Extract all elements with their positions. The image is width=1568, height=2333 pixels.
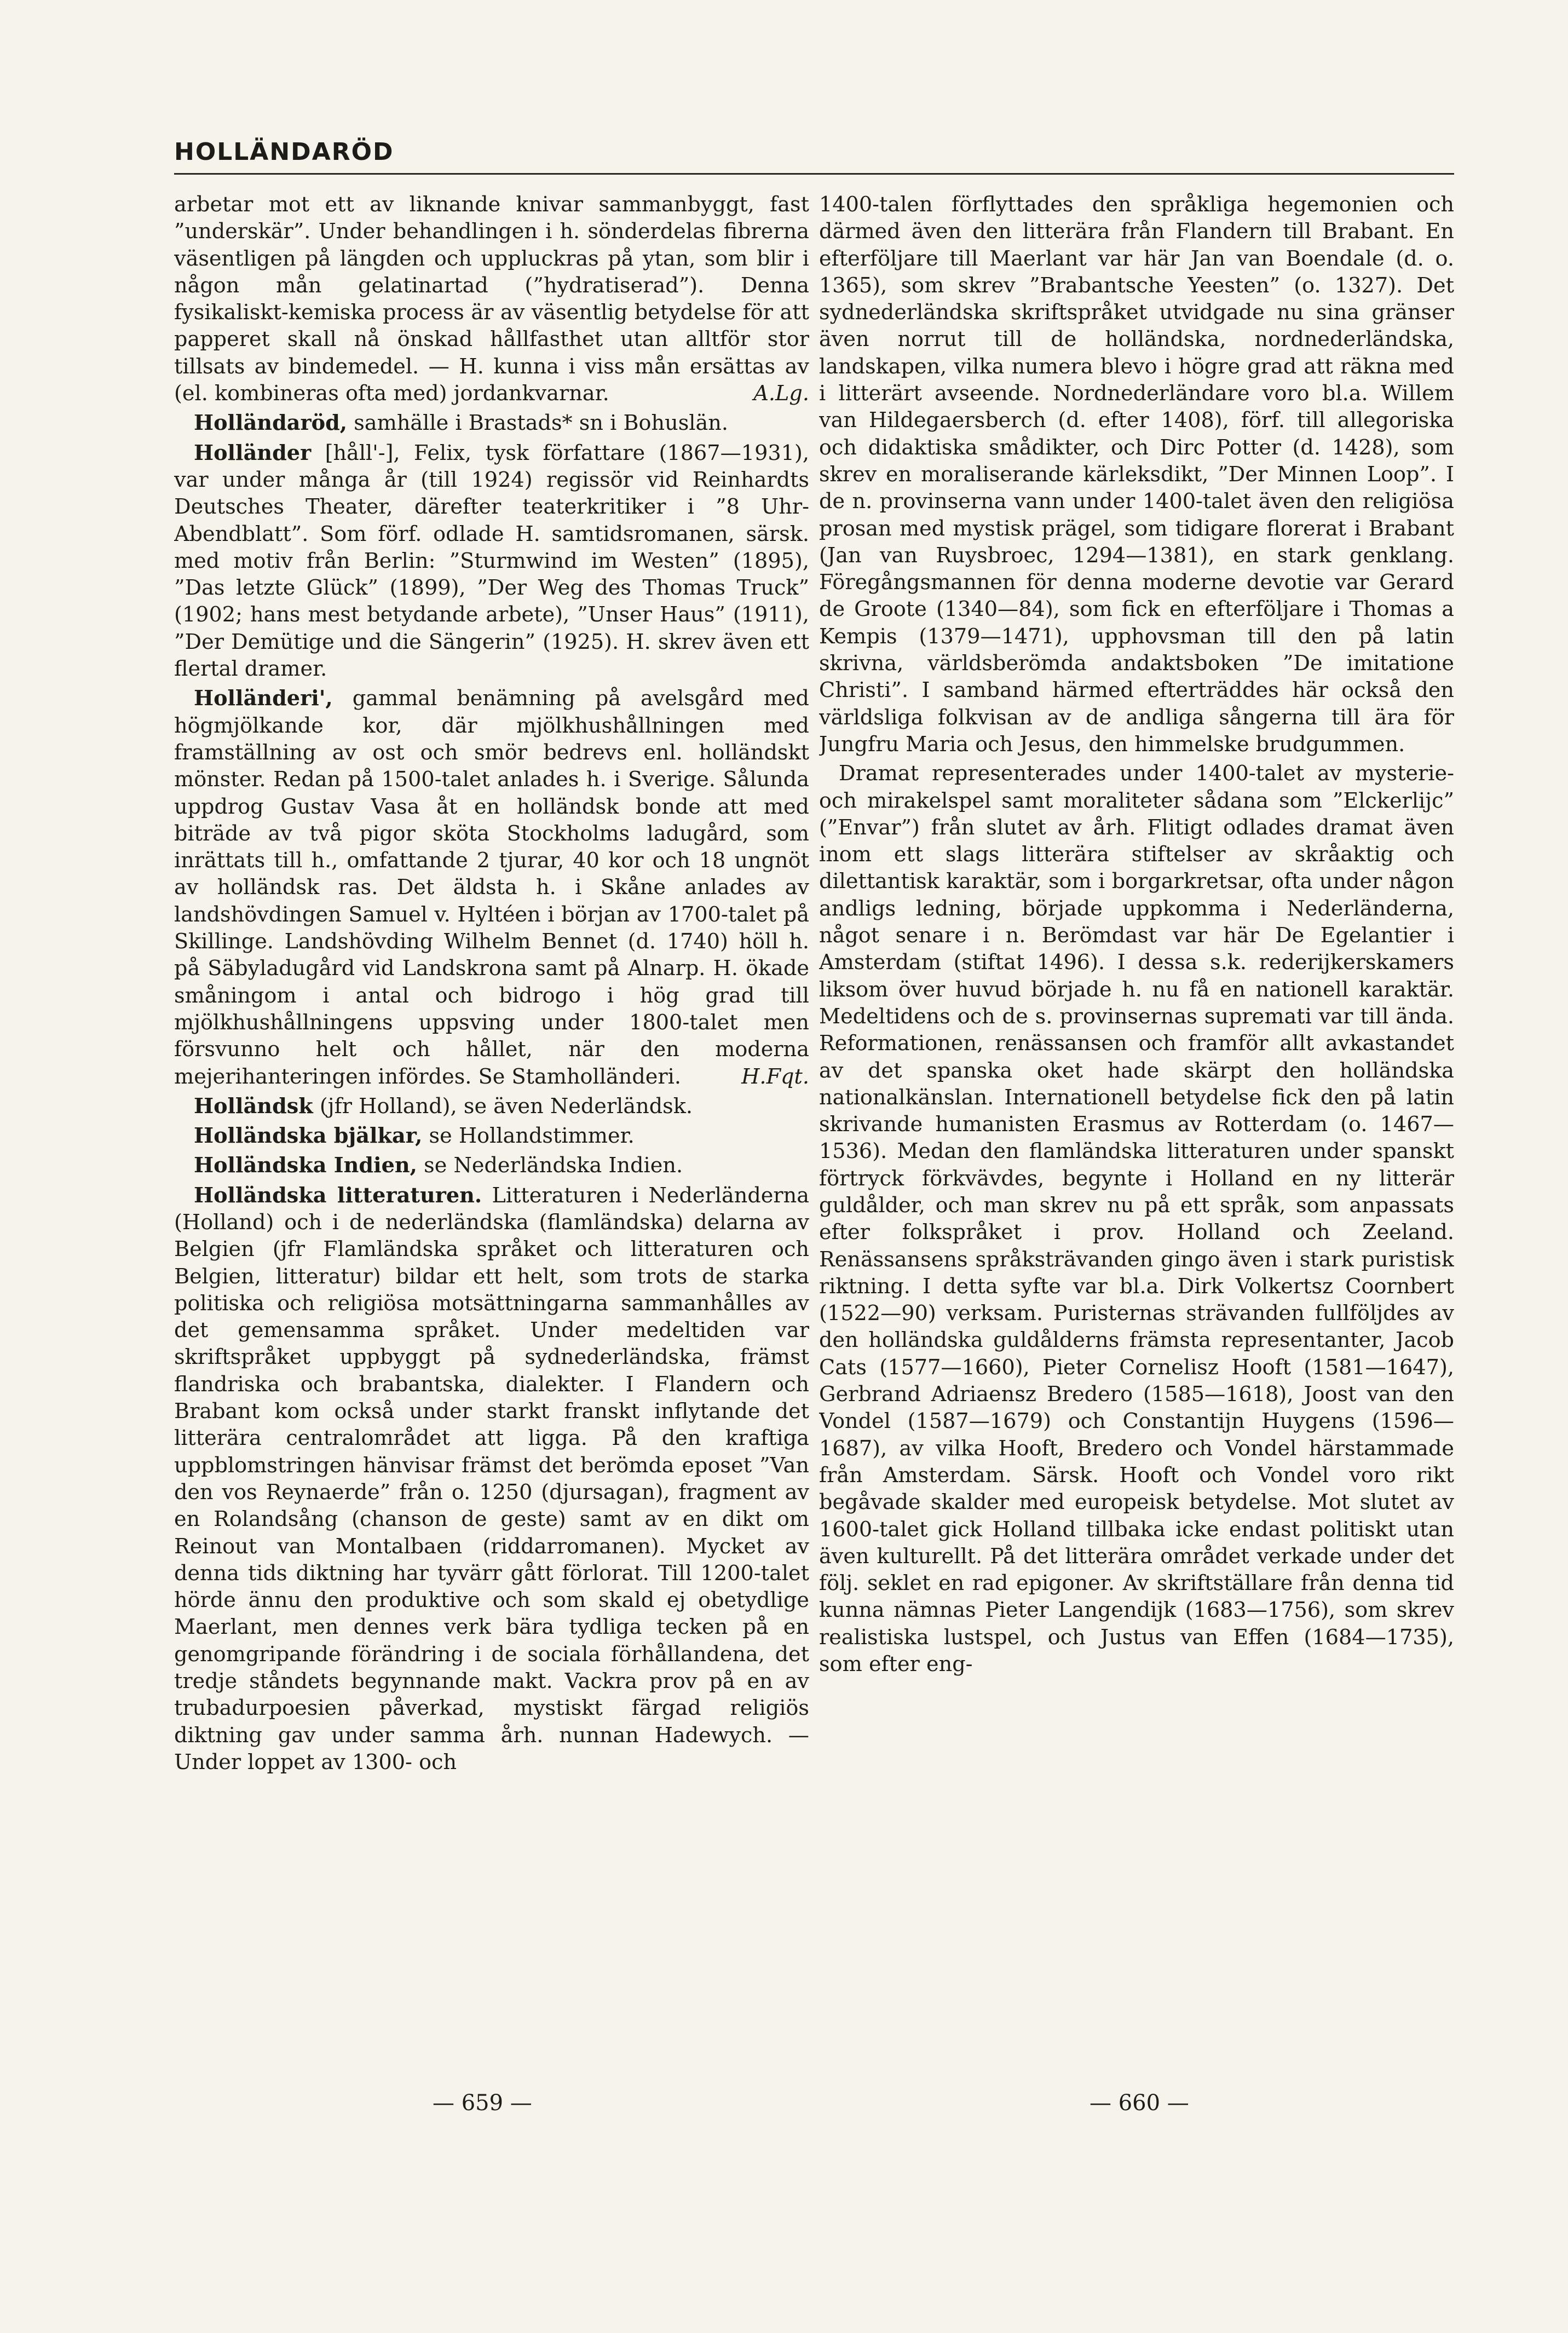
author-signature: A.Lg. bbox=[753, 382, 809, 406]
right-column-paragraph bbox=[819, 761, 1454, 1678]
entry-text: 1400-talen förflyttades den språkliga hegemonien och därmed även den litterära från Flandern till Brabant. En efterföljare till Maerlant var här Jan van Boendale (d. o. 1365), som skrev ”Brabantsche Yeesten” (o. 1327). Det sydnederländska skriftspråket utvidgade nu sina gränser även norrut till de holländska, nordnederländska, landskapen, vilka numera blevo i högre grad att räkna med i litterärt avseende. Nordnederländare voro bl.a. Willem van Hildegaersberch (d. efter 1408), förf. till allegoriska och didaktiska smådikter, och Dirc Potter (d. 1428), som skrev en moraliserande kärleksdikt, ”Der Minnen Loop”. I de n. provinserna vann under 1400-talet även den religiösa prosan med mystisk prägel, som tidigare florerat i Brabant (Jan van Ruysbroec, 1294—1381), en stark genklang. Föregångsmannen för denna moderne devotie var Gerard de Groote (1340—84), som fick en efterföljare i Thomas a Kempis (1379—1471), upphovsman till den på latin skrivna, världsberömda andaktsboken ”De imitatione Christi”. I samband härmed efterträddes här också den världsliga folkvisan av de andliga sångerna till ära för Jungfru Maria och Jesus, den himmelske brudgummen. bbox=[819, 193, 1454, 757]
entry-text: arbetar mot ett av liknande knivar sammanbyggt, fast ”underskär”. Under behandlingen i h. sönderdelas fibrerna väsentligen på längden och uppluckras på ytan, som blir i någon mån gelatinartad (”hydratiserad”). Denna fysikaliskt-kemiska process är av väsentlig betydelse för att papperet skall nå önskad hållfasthet utan alltför stor tillsats av bindemedel. — H. kunna i viss mån ersättas av (el. kombineras ofta med) jordankvarnar. bbox=[174, 193, 809, 406]
left-column-paragraph bbox=[174, 440, 809, 683]
left-column bbox=[174, 192, 809, 2037]
entry-text: (jfr Holland), se även Nederländsk. bbox=[313, 1094, 693, 1119]
entry-headword: Holländska Indien, bbox=[194, 1153, 417, 1178]
left-column-paragraph bbox=[174, 1152, 809, 1179]
entry-headword: Holländer bbox=[194, 440, 312, 465]
left-column-paragraph bbox=[174, 410, 809, 437]
running-head: HOLLÄNDARÖD bbox=[174, 138, 394, 166]
entry-text: Litteraturen i Nederländerna (Holland) och i de nederländska (flamländska) delarna av Belgien (jfr Flamländska språket och litteraturen och Belgien, litteratur) bildar ett helt, som trots de starka politiska och religiösa motsättningarna sammanhålles av det gemensamma språket. Under medeltiden var skriftspråket uppbyggt på sydnederländska, främst flandriska och brabantska, dialekter. I Flandern och Brabant kom också under starkt franskt inflytande det litterära centralområdet att ligga. På den kraftiga uppblomstringen hänvisar främst det berömda eposet ”Van den vos Reynaerde” från o. 1250 (djursagan), fragment av en Rolandsång (chanson de geste) samt av en dikt om Reinout van Montalbaen (riddarromanen). Mycket av denna tids diktning har tyvärr gått förlorat. Till 1200-talet hörde ännu den produktive och som skald ej obetydlige Maerlant, men dennes verk bära tydliga tecken på en genomgripande förändring i de sociala förhållandena, det tredje ståndets begynnande makt. Vackra prov på en av trubadurpoesien påverkad, mystiskt färgad religiös diktning gav under samma årh. nunnan Hadewych. — Under loppet av 1300- och bbox=[174, 1183, 809, 1775]
entry-text: Dramat representerades under 1400-talet av mysterie- och mirakelspel samt moraliteter sådana som ”Elckerlijc” (”Envar”) från slutet av årh. Flitigt odlades dramat även inom ett slags litterära stiftelser av skråaktig och dilettantisk karaktär, som i borgarkretsar, ofta under någon andligs ledning, började uppkomma i Nederländerna, något senare i n. Berömdast var här De Egelantier i Amsterdam (stiftat 1496). I dessa s.k. rederijkerskamers liksom över huvud började h. nu få en nationell karaktär. Medeltidens och de s. provinsernas suprematі var till ända. Reformationen, renässansen och framför allt avkastandet av det spanska oket hade skärpt den holländska nationalkänslan. Internationell betydelse fick den på latin skrivande humanisten Erasmus av Rotterdam (o. 1467—1536). Medan den flamländska litteraturen under spanskt förtryck förkvävdes, begynte i Holland en ny litterär guldålder, och man skrev nu på ett språk, som anpassats efter folkspråket i prov. Holland och Zeeland. Renässansens språksträvanden gingo även i stark puristisk riktning. I detta syfte var bl.a. Dirk Volkertsz Coornbert (1522—90) verksam. Puristernas strävanden fullföljdes av den holländska guldålderns främsta representanter, Jacob Cats (1577—1660), Pieter Cornelisz Hooft (1581—1647), Gerbrand Adriaensz Bredero (1585—1618), Joost van den Vondel (1587—1679) och Constantijn Huygens (1596—1687), av vilka Hooft, Bredero och Vondel härstammade från Amsterdam. Särsk. Hooft och Vondel voro rikt begåvade skalder med europeisk betydelse. Mot slutet av 1600-talet gick Holland tillbaka icke endast politiskt utan även kulturellt. På det litterära området verkade under det följ. seklet en rad epigoner. Av skriftställare från denna tid kunna nämnas Pieter Langendijk (1683—1756), som skrev realistiska lustspel, och Justus van Effen (1684—1735), som efter eng- bbox=[819, 762, 1454, 1677]
entry-text: gammal benämning på avelsgård med högmjölkande kor, där mjölkhushållningen med framställning av ost och smör bedrevs enl. holländskt mönster. Redan på 1500-talet anlades h. i Sverige. Sålunda uppdrog Gustav Vasa åt en holländsk bonde att med biträde av två pigor sköta Stockholms ladugård, som inrättats till h., omfattande 2 tjurar, 40 kor och 18 ungnöt av holländsk ras. Det äldsta h. i Skåne anlades av landshövdingen Samuel v. Hyltéen i början av 1700-talet på Skillinge. Landshövding Wilhelm Bennet (d. 1740) höll h. på Säbyladugård vid Landskrona samt på Alnarp. H. ökade småningom i antal och bidrogo i hög grad till mjölkhushållningens uppsving under 1800-talet men försvunno helt och hållet, när den moderna mejerihanteringen infördes. Se Stamholländeri. bbox=[174, 687, 809, 1089]
author-signature: H.Fqt. bbox=[741, 1064, 809, 1089]
right-column-paragraph bbox=[819, 192, 1454, 758]
left-column-paragraph bbox=[174, 1122, 809, 1150]
entry-text: samhälle i Brastads* sn i Bohuslän. bbox=[347, 411, 729, 436]
entry-headword: Holländaröd, bbox=[194, 411, 348, 436]
entry-text: se Hollandstimmer. bbox=[422, 1124, 635, 1149]
entry-headword: Holländeri', bbox=[194, 686, 333, 711]
entry-headword: Holländska litteraturen. bbox=[194, 1183, 482, 1208]
entry-text: se Nederländska Indien. bbox=[417, 1154, 683, 1178]
left-column-paragraph bbox=[174, 1093, 809, 1120]
left-column-paragraph bbox=[174, 192, 809, 407]
right-column bbox=[819, 192, 1454, 2037]
entry-headword: Holländska bjälkar, bbox=[194, 1124, 423, 1149]
page-number-left: — 659 — bbox=[433, 2090, 532, 2116]
entry-headword: Holländsk bbox=[194, 1093, 313, 1119]
entry-text: [håll'-], Felix, tysk författare (1867—1931), var under många år (till 1924) regissör vid Reinhardts Deutsches Theater, därefter teaterkritiker i ”8 Uhr-Abendblatt”. Som förf. odlade H. samtidsromanen, särsk. med motiv från Berlin: ”Sturmwind im Westen” (1895), ”Das letzte Glück” (1899), ”Der Weg des Thomas Truck” (1902; hans mest betydande arbete), ”Unser Haus” (1911), ”Der Demütige und die Sängerin” (1925). H. skrev även ett flertal dramer. bbox=[174, 441, 809, 682]
header-rule bbox=[174, 173, 1454, 175]
page-number-right: — 660 — bbox=[1089, 2090, 1189, 2116]
left-column-paragraph bbox=[174, 685, 809, 1090]
left-column-paragraph bbox=[174, 1182, 809, 1777]
